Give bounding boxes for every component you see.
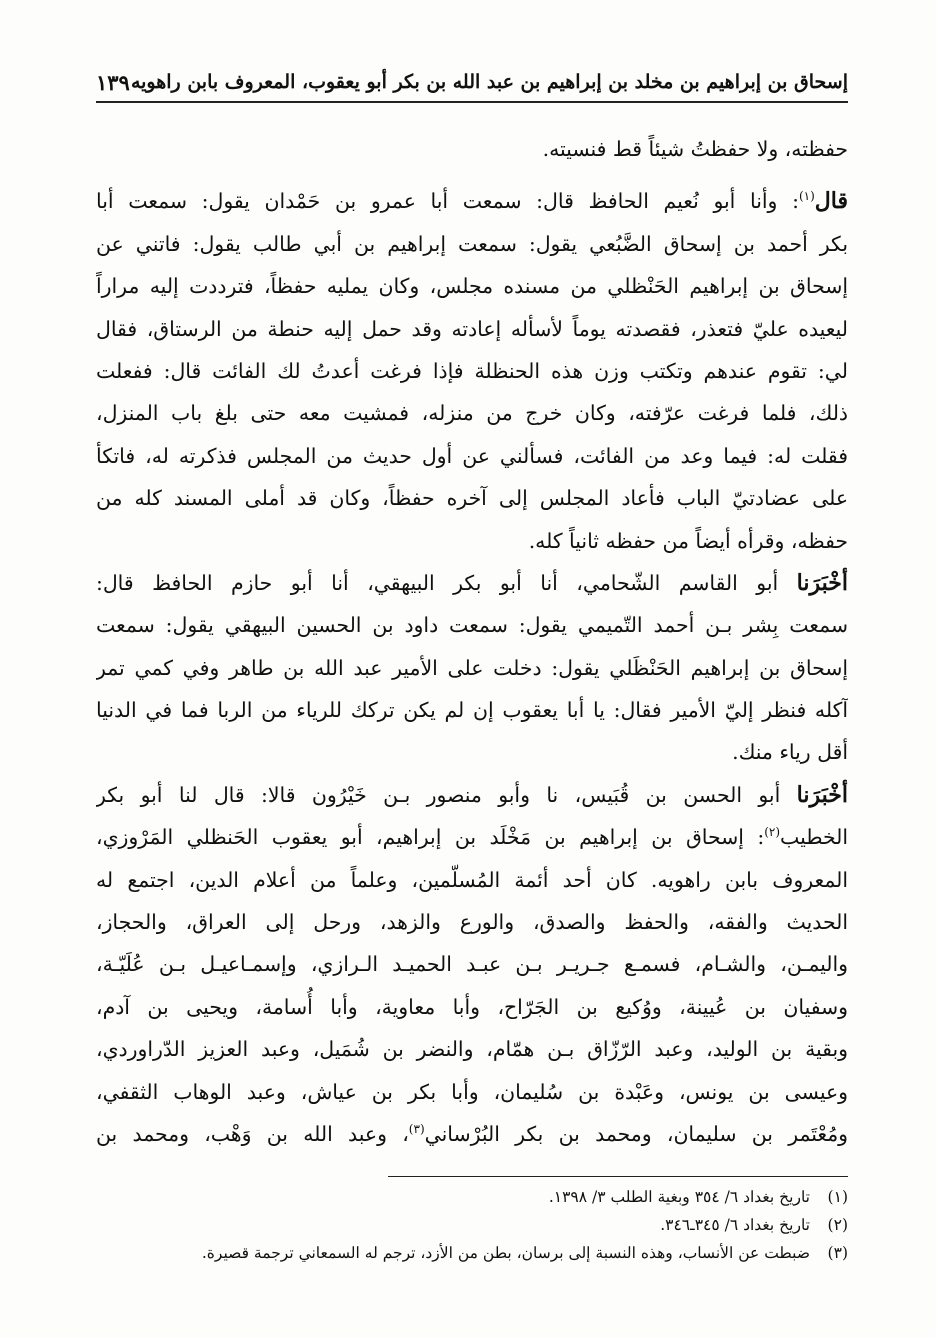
text-line: فقلت له: فيما وعد من الفائت، فسألني عن أول حديث من المجلس فذكرته له، فاتكأ [96, 443, 848, 468]
text-line: وسفيان بن عُيينة، ووُكيع بن الجَرّاح، وأبا معاوية، وأبا أُسامة، ويحيى بن آدم، [96, 994, 848, 1019]
footnotes [96, 1183, 848, 1267]
text-line: واليمـن، والشـام، فسمـع جـريـر بـن عبـد الحميـد الـرازي، وإسمـاعيـل بـن عُلَيّـة، [96, 952, 848, 977]
text-line: إسحاق بن إبراهيم الحَنْظَلي يقول: دخلت على الأمير عبد الله بن طاهر وفي كمي تمر [96, 655, 848, 680]
text-line: وعيسى بن يونس، وعَبْدة بن سُليمان، وأبا بكر بن عياش، وعبد الوهاب الثقفي، [96, 1079, 848, 1104]
paragraph-keyword: قال [814, 188, 848, 215]
footnote-number: (٣) [827, 1244, 848, 1262]
footnote-number: (١) [827, 1188, 848, 1206]
footnote [96, 1239, 848, 1267]
text-line: أخْبَرَنا أبو الحسن بن قُبَيس، نا وأبو منصور بـن خَيْرُون قالا: قال لنا أبو بكر [96, 781, 848, 808]
text-line: سمعت بِشر بـن أحمد التّميمي يقول: سمعت داود بن الحسين البيهقي يقول: سمعت [96, 613, 848, 638]
text-line: بكر أحمد بن إسحاق الضَّبُعي يقول: سمعت إبراهيم بن أبي طالب يقول: فاتني عن [96, 231, 848, 256]
text-line: ذلك، فلما فرغت عرّفته، وكان خرج من منزله، فمشيت معه حتى بلغ باب المنزل، [96, 401, 848, 426]
text-line: حفظته، ولا حفظتُ شيئاً قط فنسيته. [542, 137, 848, 161]
footnote-ref: (٣) [408, 1122, 425, 1137]
footnote-ref: (٢) [764, 825, 781, 840]
text-line: على عضادتيّ الباب فأعاد المجلس إلى آخره حفظاً، وكان قد أملى المسند كله من [96, 486, 848, 511]
text-line: الخطيب$^{(٢)}$: إسحاق بن إبراهيم بن مَخْلَد بن إبراهيم، أبو يعقوب الحَنظلي المَرْوزي، [96, 825, 848, 850]
text-line: المعروف بابن راهويه. كان أحد أئمة المُسلّمين، وعلماً من أعلام الدين، اجتمع له [96, 867, 848, 892]
text-line: أخْبَرَنا أبو القاسم الشّحامي، أنا أبو بكر البيهقي، أنا أبو حازم الحافظ قال: [96, 569, 848, 596]
text-line: إسحاق بن إبراهيم الحَنْظلي من مسنده مجلس، وكان يمليه حفظاً، فترددت إليه مراراً [96, 274, 848, 299]
footnote [96, 1211, 848, 1239]
text-line: الحديث والفقه، والحفظ والصدق، والورع والزهد، ورحل إلى العراق، والحجاز، [96, 910, 848, 935]
footnote-ref: (١) [798, 189, 815, 204]
text-line: آكله فنظر إليّ الأمير فقال: يا أبا يعقوب إن لم يكن تركك للرياء من الربا فما في الدنيا [96, 698, 848, 723]
footnote-text: تاريخ بغداد ٦/ ٣٥٤ وبغية الطلب ٣/ ١٣٩٨. [548, 1188, 810, 1206]
text-line: ومُعْتَمر بن سليمان، ومحمد بن بكر البُرْساني$^{(٣)}$، وعبد الله بن وَهْب، ومحمد بن [96, 1121, 848, 1146]
text-line: وبقية بن الوليد، وعبد الرّزّاق بـن همّام، والنضر بن شُمَيل، وعبد العزيز الدّراوردي، [96, 1037, 848, 1062]
header-rule [96, 101, 848, 103]
text-line: قال$^{(١)}$: وأنا أبو نُعيم الحافظ قال: سمعت أبا عمرو بن حَمْدان يقول: سمعت أبا [96, 188, 848, 215]
footnote [96, 1183, 848, 1211]
main-text [96, 128, 848, 1155]
page-header [96, 62, 848, 102]
text-line: حفظه، وقرأه أيضاً من حفظه ثانياً كله. [528, 528, 848, 553]
paragraph-keyword: أخْبَرَنا [796, 569, 848, 596]
page-number: ١٣٩ [96, 69, 130, 95]
paragraph-keyword: أخْبَرَنا [796, 781, 848, 808]
footnote-rule [388, 1176, 848, 1177]
text-line: أقل رياء منك. [732, 740, 848, 765]
text-line: لي: تقوم عندهم وتكتب وزن هذه الحنظلة فإذا فرغت أعدتُ لك الفائت قال: ففعلت [96, 358, 848, 383]
footnote-number: (٢) [827, 1216, 848, 1234]
text-line: ليعيده عليّ فتعذر، فقصدته يوماً لأسأله إعادته وقد حمل إليه حنطة من الرستاق، فقال [96, 316, 848, 341]
footnote-text: ضبطت عن الأنساب، وهذه النسبة إلى برسان، بطن من الأزد، ترجم له السمعاني ترجمة قصيرة. [201, 1244, 810, 1262]
footnote-text: تاريخ بغداد ٦/ ٣٤٥ـ٣٤٦. [660, 1216, 810, 1234]
running-title: إسحاق بن إبراهيم بن مخلد بن إبراهيم بن عبد الله بن بكر أبو يعقوب، المعروف بابن راهويه [130, 71, 848, 93]
